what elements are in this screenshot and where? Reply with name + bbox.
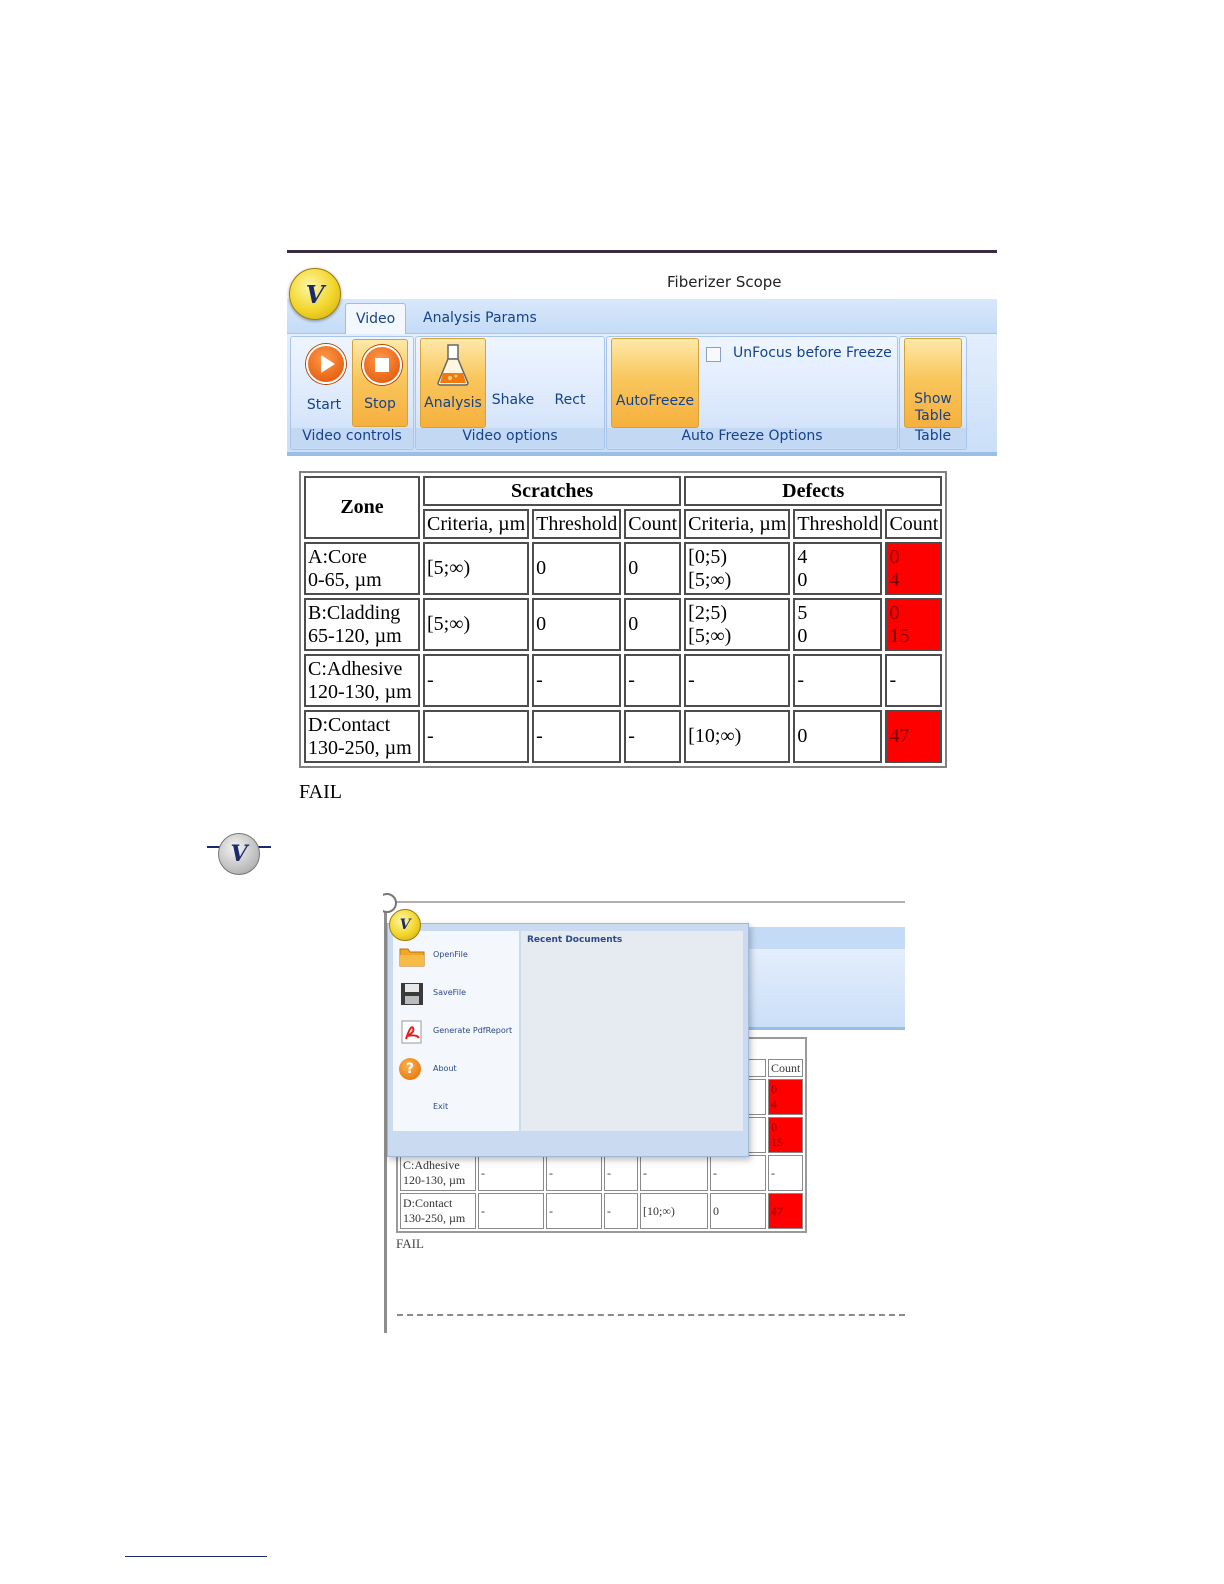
group-table [899,336,967,450]
company-logo [218,833,260,875]
scratches-criteria-header: Criteria, µm [423,509,529,539]
menu-item-exit[interactable] [397,1093,519,1123]
footnote-rule [125,1556,267,1557]
scratches-header: Scratches [423,476,681,506]
zone-range: 130-250, µm [403,1211,466,1225]
zone-range: 65-120, µm [308,624,402,647]
app-screenshot-file-menu [383,893,905,1333]
group-label-auto-freeze: Auto Freeze Options [607,428,897,448]
table-row [304,710,942,763]
menu-item-openfile[interactable] [397,941,519,971]
stop-icon [362,345,402,385]
zone-range: 120-130, µm [308,680,412,703]
defect-criteria: [10;∞) [684,710,790,763]
defect-count-fail: 0 15 [768,1117,803,1153]
page-break-dashed-line [397,1314,905,1316]
start-button[interactable] [297,339,351,425]
application-menu-orb[interactable] [389,909,421,941]
zone-header: Zone [304,476,420,539]
zone-name: C:Adhesive [403,1158,460,1172]
verdict-text: FAIL [299,781,342,803]
defect-count-fail: 47 [768,1193,803,1229]
scratch-criteria: - [423,654,529,707]
defect-criteria: [0;5) [5;∞) [684,542,790,595]
menu-item-label: Generate PdfReport [433,1026,513,1035]
group-auto-freeze-options [606,336,898,450]
scratch-threshold: - [532,654,621,707]
recent-documents-title: Recent Documents [527,935,623,945]
count-header: Count [768,1059,803,1077]
show-table-button[interactable] [904,338,962,428]
logo-icon: V [305,279,325,309]
group-label-video-options: Video options [416,428,604,448]
autofreeze-button[interactable] [611,338,699,428]
defect-count: - [885,654,942,707]
menu-item-label: About [433,1064,457,1073]
show-table-line2: Table [914,408,952,424]
defect-criteria: [2;5) [5;∞) [684,598,790,651]
show-table-line1: Show [914,391,952,407]
group-video-options [415,336,605,450]
logo-icon: V [230,841,248,867]
zone-range: 120-130, µm [403,1173,466,1187]
scratch-threshold: 0 [532,598,621,651]
application-menu-popup [387,923,749,1157]
rect-button[interactable]: Rect [554,392,586,408]
menu-item-label: SaveFile [433,988,467,997]
zone-range: 130-250, µm [308,736,412,759]
defect-count-fail: 0 15 [885,598,942,651]
help-icon: ? [399,1058,421,1080]
app-title: Fiberizer Scope [667,273,782,291]
ribbon-tab-strip [748,927,905,949]
stop-label: Stop [364,396,396,412]
start-label: Start [306,397,342,413]
scratch-count: - [624,654,681,707]
table-row: C:Adhesive 120-130, µm - - - - - - [400,1155,803,1191]
zone-range: 0-65, µm [308,568,382,591]
window-top-edge [389,901,905,903]
defect-threshold: 0 [793,710,882,763]
analysis-button[interactable] [420,338,486,428]
tab-video[interactable]: Video [345,303,406,334]
group-label-video-controls: Video controls [291,428,413,448]
defect-count-fail: 47 [885,710,942,763]
defect-count-fail: 0 4 [768,1079,803,1115]
unfocus-label: UnFocus before Freeze [733,345,892,361]
table-row [304,654,942,707]
menu-commands-pane [393,931,519,1131]
defects-header: Defects [684,476,942,506]
zone-name: D:Contact [308,713,391,736]
zone-name: A:Core [308,545,367,568]
scratch-criteria: - [423,710,529,763]
autofreeze-label: AutoFreeze [615,393,695,409]
scratch-count: 0 [624,598,681,651]
ribbon-panel [287,334,997,456]
application-menu-orb[interactable] [289,268,341,320]
ribbon-panel [748,949,905,1030]
scratch-count: 0 [624,542,681,595]
zone-name: B:Cladding [308,601,401,624]
defects-threshold-header: Threshold [793,509,882,539]
scratches-threshold-header: Threshold [532,509,621,539]
scratch-criteria: [5;∞) [423,542,529,595]
table-row [304,542,942,595]
unfocus-checkbox[interactable] [706,347,721,362]
verdict-text: FAIL [396,1236,424,1251]
play-icon [306,344,346,384]
defect-threshold: - [793,654,882,707]
title-bar [287,253,997,299]
app-screenshot-ribbon [287,250,997,460]
menu-item-savefile[interactable] [397,979,519,1009]
defect-criteria: - [684,654,790,707]
defect-threshold: 5 0 [793,598,882,651]
defects-count-header: Count [885,509,942,539]
stop-button[interactable] [352,339,408,427]
group-video-controls [290,336,414,450]
menu-item-label: OpenFile [433,950,468,959]
zone-name: D:Contact [403,1196,453,1210]
tab-analysis-params[interactable]: Analysis Params [423,310,537,326]
floppy-disk-icon [399,982,425,1006]
table-row [304,598,942,651]
menu-item-about[interactable] [397,1055,519,1085]
flask-icon [435,343,471,387]
scratch-threshold: - [532,710,621,763]
shake-button[interactable]: Shake [491,392,535,408]
defect-threshold: 4 0 [793,542,882,595]
analysis-label: Analysis [424,395,482,411]
group-label-table: Table [900,428,966,448]
pdf-icon [399,1020,425,1044]
folder-icon [399,944,425,968]
scratches-count-header: Count [624,509,681,539]
recent-documents-pane [521,931,743,1131]
menu-item-generate-pdf-report[interactable] [397,1017,519,1047]
logo-icon: V [399,917,411,933]
table-row: D:Contact 130-250, µm - - - [10;∞) 0 47 [400,1193,803,1229]
scratch-criteria: [5;∞) [423,598,529,651]
defects-criteria-header: Criteria, µm [684,509,790,539]
scratch-count: - [624,710,681,763]
corner-handle [383,893,397,913]
zone-name: C:Adhesive [308,657,403,680]
scratch-threshold: 0 [532,542,621,595]
menu-item-label: Exit [433,1102,449,1111]
results-table [299,471,947,768]
ribbon-tab-strip [287,299,997,334]
defect-count-fail: 0 4 [885,542,942,595]
